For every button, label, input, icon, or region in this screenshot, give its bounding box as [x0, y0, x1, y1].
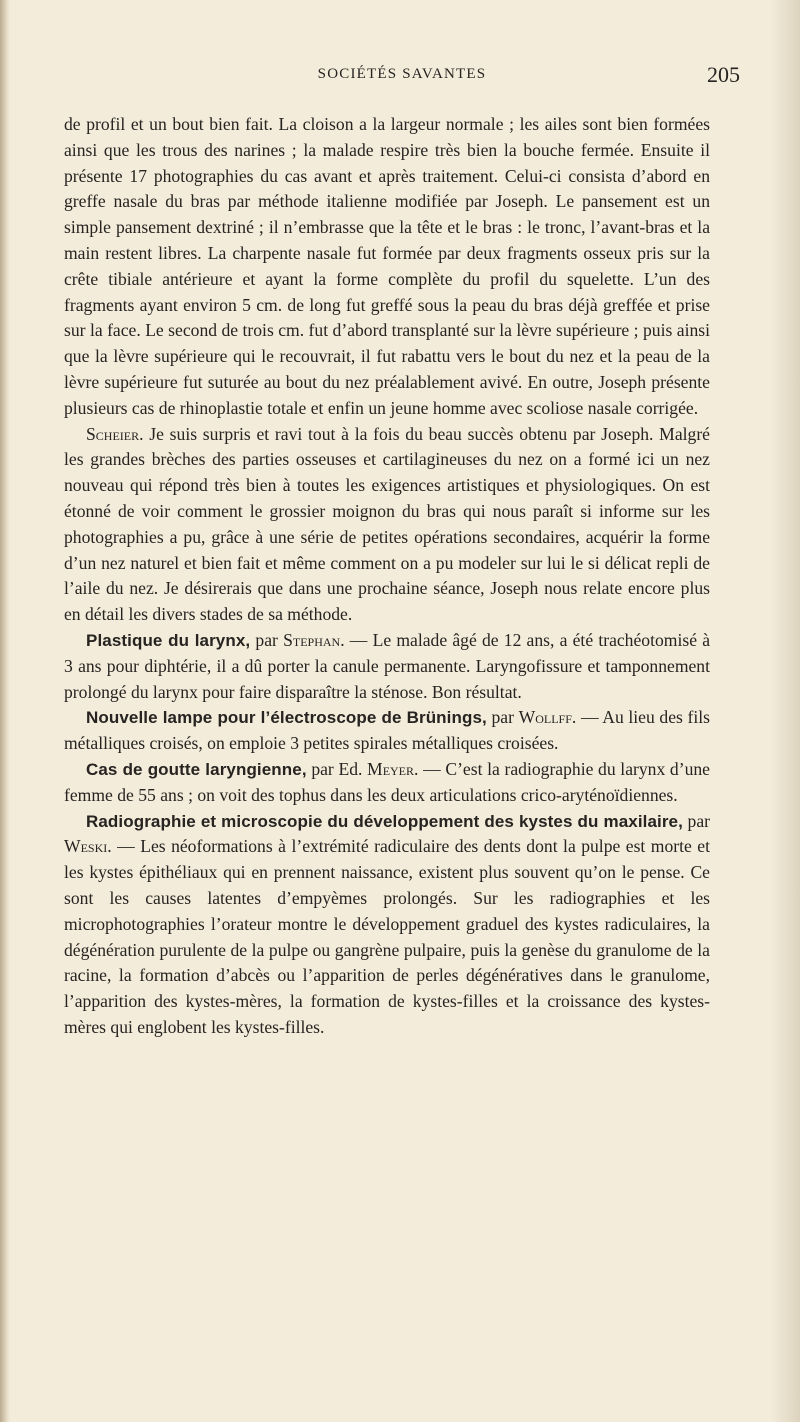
- paragraph-text: — C’est la radiographie du larynx d’une femme de 55 ans ; on voit des tophus dans les deux articulations crico-aryténoïdiennes.: [64, 758, 710, 805]
- by-text: par Ed.: [306, 758, 368, 779]
- paragraph-stephan: [64, 628, 710, 705]
- body-text: [64, 112, 710, 1041]
- speaker-name: Scheier.: [86, 423, 144, 444]
- author-name: Meyer.: [367, 758, 419, 779]
- by-text: par: [682, 810, 710, 831]
- section-heading: Cas de goutte laryngienne,: [86, 759, 307, 779]
- paragraph-text: — Au lieu des fils métalliques croisés, on emploie 3 petites spirales métalliques croisées.: [64, 707, 711, 754]
- paragraph-text: — Le malade âgé de 12 ans, a été trachéotomisé à 3 ans pour diphtérie, il a dû porter la canule permanente. Laryngofissure et tamponnement prolongé du larynx pour faire disparaître la sténose. Bon résultat.: [64, 629, 711, 702]
- paragraph-text: Je suis surpris et ravi tout à la fois du beau succès obtenu par Joseph. Malgré les grandes brèches des parties osseuses et cartilagineuses du nez on a formé ici un nez nouveau qui répond très bien à toutes les exigences artistiques et physiologiques. On est étonné de voir comment le grossier moignon du bras qui nous paraît si informe sur les photographies a pu, grâce à une série de petites opérations secondaires, acquérir la forme d’un nez naturel et bien fait et même comment on a pu modeler sur lui le si délicat repli de l’aile du nez. Je désirerais que dans une prochaine séance, Joseph nous relate encore plus en détail les divers stades de sa méthode.: [64, 423, 710, 625]
- paragraph-meyer: [64, 757, 710, 809]
- paragraph-scheier: [64, 422, 710, 628]
- page-number: 205: [707, 62, 740, 87]
- page-shadow: [770, 0, 800, 1422]
- author-name: Wollff.: [518, 707, 577, 728]
- running-title: SOCIÉTÉS SAVANTES: [317, 66, 487, 82]
- section-heading: Nouvelle lampe pour l’électroscope de Brünings,: [86, 708, 487, 728]
- author-name: Weski.: [64, 836, 112, 857]
- section-heading: Plastique du larynx,: [86, 630, 251, 650]
- paragraph-wollff: [64, 705, 710, 757]
- section-heading: Radiographie et microscopie du développement des kystes du maxilaire,: [86, 811, 683, 831]
- author-name: Stephan.: [283, 629, 345, 650]
- paragraph-text: — Les néoformations à l’extrémité radiculaire des dents dont la pulpe est morte et les kystes épithéliaux qui en prennent naissance, existent plus souvent qu’on le pense. Ce sont les causes latentes d’empyèmes prolongés. Sur les radiographies et les microphotographies l’orateur montre le développement graduel des kystes radiculaires, la dégénération purulente de la pulpe ou gangrène pulpaire, puis la genèse du granulome de la racine, la formation d’abcès ou l’apparition de perles dégénératives dans le granulome, l’apparition des kystes-mères, la formation de kystes-filles et la croissance des kystes-mères qui englobent les kystes-filles.: [64, 836, 710, 1037]
- paragraph-weski: [64, 809, 710, 1041]
- page-header: [64, 62, 740, 92]
- paragraph-continued: de profil et un bout bien fait. La cloison a la largeur normale ; les ailes sont bien formées ainsi que les trous des narines ; la malade respire très bien la bouche fermée. Ensuite il présente 17 photographies du cas avant et après traitement. Celui-ci consista d’abord en greffe nasale du bras par méthode italienne modifiée par Joseph. Le pansement est un simple pansement dextriné ; il n’embrasse que la tête et le bras : le tronc, l’avant-bras et la main restent libres. La charpente nasale fut formée par deux fragments osseux pris sur la crête tibiale antérieure et ayant la forme complète du profil du squelette. L’un des fragments ayant environ 5 cm. de long fut greffé sous la peau du bras déjà greffée et prise sur la face. Le second de trois cm. fut d’abord transplanté sur la lèvre supérieure ; puis ainsi que la lèvre supérieure qui le recouvrait, il fut rabattu vers le bout du nez et la peau de la lèvre supérieure fut suturée au bout du nez préalablement avivé. En outre, Joseph présente plusieurs cas de rhinoplastie totale et enfin un jeune homme avec scoliose nasale corrigée.: [64, 114, 710, 418]
- page-binding-edge: [0, 0, 10, 1422]
- by-text: par: [250, 629, 284, 650]
- by-text: par: [486, 707, 519, 728]
